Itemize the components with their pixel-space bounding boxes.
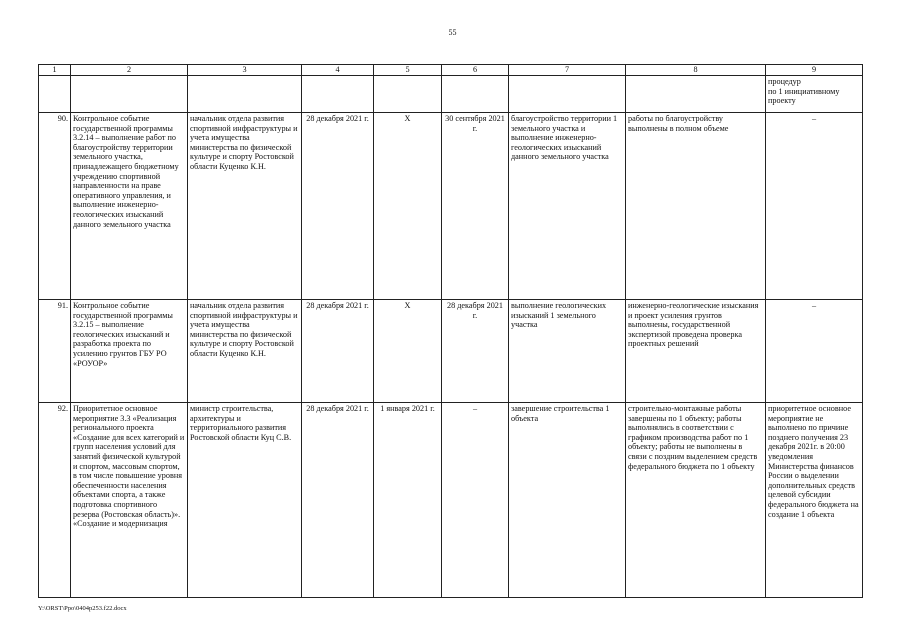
- planned-result: благоустройство территории 1 земельного участка и выполнение инженерно-геологических изысканий данного земельного участка: [509, 113, 626, 300]
- continuation-text: процедур по 1 инициативному проекту: [766, 76, 863, 113]
- actual-result: строительно-монтажные работы завершены по 1 объекту; работы выполнялись в соответствии с графиком производства работ по 1 объекту; работы не выполнены в связи с поздним выделением средств федерального бюджета по 1 объекту: [626, 403, 766, 598]
- empty-cell: [442, 76, 509, 113]
- fact-date: –: [442, 403, 509, 598]
- column-5-value: Х: [374, 113, 442, 300]
- fact-date: 30 сентября 2021 г.: [442, 113, 509, 300]
- responsible-person: министр строительства, архитектуры и территориального развития Ростовской области Куц С.В.: [188, 403, 302, 598]
- empty-cell: [509, 76, 626, 113]
- column-number-cell: 6: [442, 65, 509, 76]
- non-fulfillment-reason: –: [766, 113, 863, 300]
- column-number-row: [39, 65, 863, 76]
- event-name: Приоритетное основное мероприятие 3.3 «Реализация регионального проекта «Создание для всех категорий и групп населения условий для занятий физической культурой и спортом, массовым спортом, в том числе повышение уровня обеспеченности населения объектами спорта, а также подготовка спортивного резерва (Ростовская область)». «Создание и модернизация: [71, 403, 188, 598]
- planned-result: выполнение геологических изысканий 1 земельного участка: [509, 300, 626, 403]
- empty-cell: [71, 76, 188, 113]
- plan-date: 28 декабря 2021 г.: [302, 300, 374, 403]
- column-5-value: Х: [374, 300, 442, 403]
- report-table: [38, 64, 863, 598]
- column-number-cell: 1: [39, 65, 71, 76]
- column-number-cell: 9: [766, 65, 863, 76]
- empty-cell: [626, 76, 766, 113]
- row-number: 90.: [39, 113, 71, 300]
- column-number-cell: 5: [374, 65, 442, 76]
- planned-result: завершение строительства 1 объекта: [509, 403, 626, 598]
- column-number-cell: 3: [188, 65, 302, 76]
- non-fulfillment-reason: приоритетное основное мероприятие не выполнено по причине позднего получения 23 декабря 2021г. в 20:00 уведомления Министерства финансов России о выделении дополнительных средств целевой субсидии федерального бюджета на создание 1 объекта: [766, 403, 863, 598]
- event-name: Контрольное событие государственной программы 3.2.14 – выполнение работ по благоустройству территории земельного участка, принадлежащего бюджетному учреждению спортивной направленности на праве оперативного управления, и выполнение инженерно-геологических изысканий данного земельного участка: [71, 113, 188, 300]
- table-row: [39, 113, 863, 300]
- continuation-row: [39, 76, 863, 113]
- responsible-person: начальник отдела развития спортивной инфраструктуры и учета имущества министерства по физической культуре и спорту Ростовской области Куценко К.Н.: [188, 300, 302, 403]
- row-number: 92.: [39, 403, 71, 598]
- column-5-value: 1 января 2021 г.: [374, 403, 442, 598]
- empty-cell: [188, 76, 302, 113]
- event-name: Контрольное событие государственной программы 3.2.15 – выполнение геологических изысканий и разработка проекта по усилению грунтов ГБУ РО «РОУОР»: [71, 300, 188, 403]
- column-number-cell: 2: [71, 65, 188, 76]
- plan-date: 28 декабря 2021 г.: [302, 113, 374, 300]
- table-row: [39, 300, 863, 403]
- actual-result: работы по благоустройству выполнены в полном объеме: [626, 113, 766, 300]
- actual-result: инженерно-геологические изыскания и проект усиления грунтов выполнены, государственной экспертизой проведена проверка проектных решений: [626, 300, 766, 403]
- column-number-cell: 8: [626, 65, 766, 76]
- empty-cell: [302, 76, 374, 113]
- empty-cell: [39, 76, 71, 113]
- column-number-cell: 7: [509, 65, 626, 76]
- plan-date: 28 декабря 2021 г.: [302, 403, 374, 598]
- non-fulfillment-reason: –: [766, 300, 863, 403]
- fact-date: 28 декабря 2021 г.: [442, 300, 509, 403]
- page-number: 55: [448, 28, 457, 37]
- empty-cell: [374, 76, 442, 113]
- column-number-cell: 4: [302, 65, 374, 76]
- file-path-footer: Y:\ORST\Ppo\0404p253.f22.docx: [38, 605, 127, 612]
- responsible-person: начальник отдела развития спортивной инфраструктуры и учета имущества министерства по физической культуре и спорту Ростовской области Куценко К.Н.: [188, 113, 302, 300]
- table-row: [39, 403, 863, 598]
- row-number: 91.: [39, 300, 71, 403]
